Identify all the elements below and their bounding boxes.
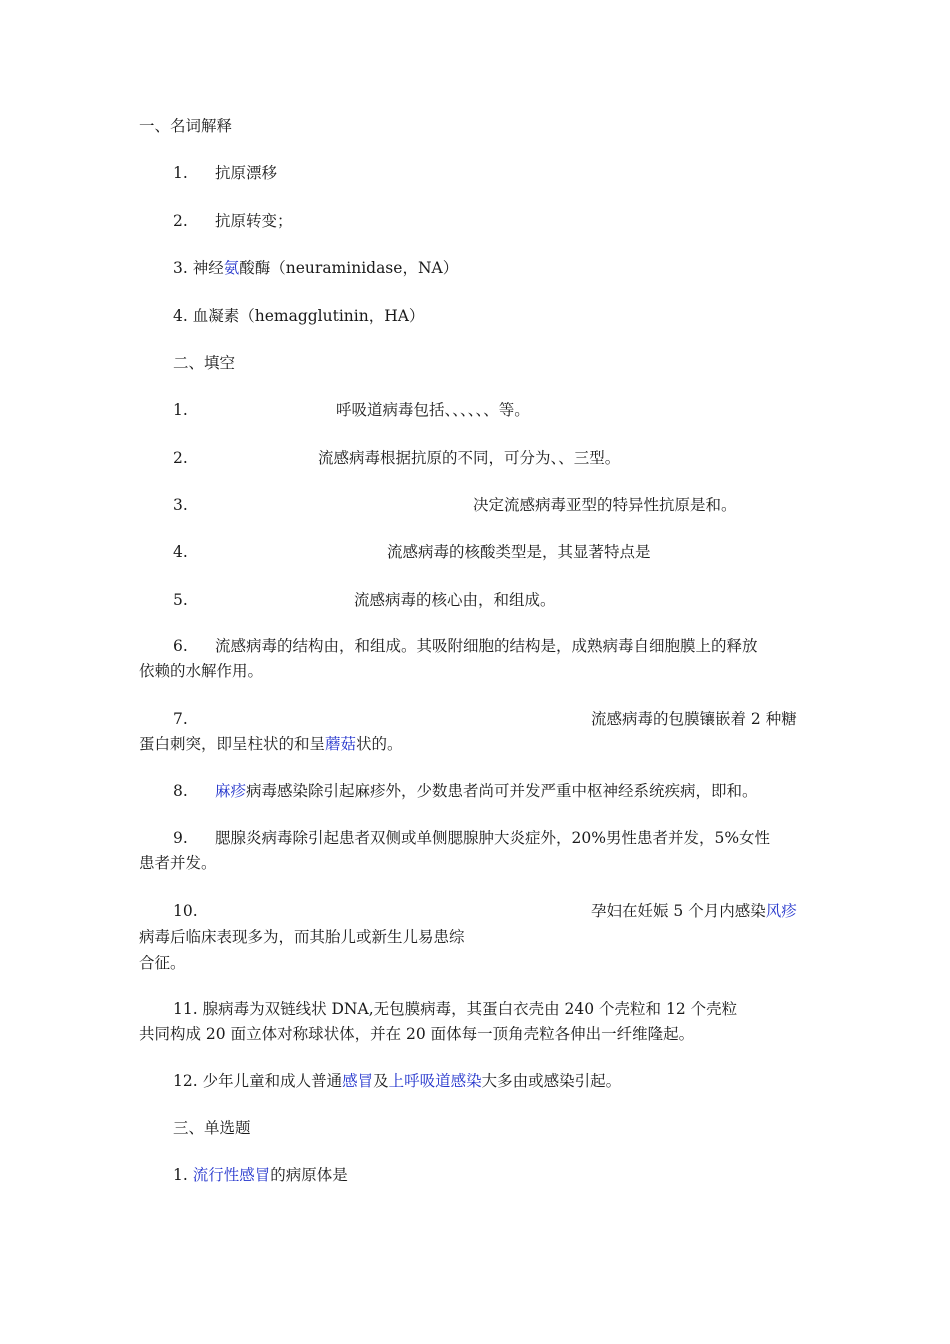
fill-5-text: 流感病毒的核心由，和组成。: [354, 591, 556, 609]
fill-9-line1: 腮腺炎病毒除引起患者双侧或单侧腮腺肿大炎症外，20%男性患者并发，5%女性: [215, 829, 771, 847]
term-2-number: 2.: [173, 212, 188, 230]
fill-8-text: 病毒感染除引起麻疹外，少数患者尚可并发严重中枢神经系统疾病，即和。: [246, 782, 758, 800]
term-1-text: 抗原漂移: [215, 164, 278, 182]
term-3-link[interactable]: 氨: [223, 259, 240, 277]
fill-4-text: 流感病毒的核酸类型是，其显著特点是: [387, 543, 651, 561]
term-3-number: 3.: [173, 259, 188, 277]
fill-11-line1: 11. 腺病毒为双链线状 DNA,无包膜病毒，其蛋白衣壳由 240 个壳粒和 12 个壳粒: [173, 1000, 738, 1018]
fill-2-number: 2.: [173, 449, 188, 467]
fill-7-line2-start: 蛋白刺突，即呈柱状的和呈: [139, 735, 326, 753]
term-4-number: 4.: [173, 307, 188, 325]
fill-6-line2: 依赖的水解作用。: [139, 662, 264, 680]
fill-7-line2-end: 状的。: [356, 735, 403, 753]
mc-1-link[interactable]: 流行性感冒: [192, 1166, 271, 1184]
term-4-text: 血凝素（hemagglutinin，HA）: [192, 307, 425, 325]
fill-10-line3: 合征。: [139, 954, 186, 972]
fill-7-line1: 流感病毒的包膜镶嵌着 2 种糖: [591, 710, 797, 728]
fill-5-number: 5.: [173, 591, 188, 609]
fill-6-number: 6.: [173, 637, 188, 655]
fill-6-line1: 流感病毒的结构由，和组成。其吸附细胞的结构是，成熟病毒自细胞膜上的释放: [215, 637, 758, 655]
fill-7-link[interactable]: 蘑菇: [325, 735, 357, 753]
mc-1-number: 1.: [173, 1166, 188, 1184]
fill-3-text: 决定流感病毒亚型的特异性抗原是和。: [473, 496, 737, 514]
fill-8-text-line: [215, 781, 758, 801]
term-1-number: 1.: [173, 164, 188, 182]
fill-8-link[interactable]: 麻疹: [215, 782, 247, 800]
fill-2-text: 流感病毒根据抗原的不同，可分为、、三型。: [318, 449, 621, 467]
fill-12-link-cold[interactable]: 感冒: [342, 1072, 374, 1090]
fill-12-post: 大多由或感染引起。: [481, 1072, 622, 1090]
fill-10-number: 10.: [173, 902, 198, 920]
term-3-pre: 神经: [192, 259, 224, 277]
fill-3-number: 3.: [173, 496, 188, 514]
mc-1-text: 的病原体是: [270, 1166, 348, 1184]
fill-4-number: 4.: [173, 543, 188, 561]
mc-1: [173, 1165, 348, 1185]
fill-7-line2: [139, 734, 403, 754]
section-heading-fill-in: 二、填空: [173, 354, 236, 372]
fill-12-link-uri[interactable]: 上呼吸道感染: [388, 1072, 482, 1090]
term-4: [173, 306, 424, 326]
fill-9-line2: 患者并发。: [139, 854, 217, 872]
fill-12-mid: 及: [373, 1072, 389, 1090]
section-heading-definitions: 一、名词解释: [139, 117, 233, 135]
fill-7-number: 7.: [173, 710, 188, 728]
term-3: [173, 258, 458, 278]
fill-8-number: 8.: [173, 782, 188, 800]
fill-12: [173, 1071, 621, 1091]
fill-1-number: 1.: [173, 401, 188, 419]
section-heading-single-choice: 三、单选题: [173, 1119, 251, 1137]
fill-10-line1-text: 孕妇在妊娠 5 个月内感染: [591, 902, 766, 920]
fill-9-number: 9.: [173, 829, 188, 847]
term-2-text: 抗原转变；: [215, 212, 293, 230]
fill-12-pre: 12. 少年儿童和成人普通: [173, 1072, 343, 1090]
fill-10-line1: [591, 901, 797, 921]
term-3-post: 酸酶（neuraminidase，NA）: [239, 259, 459, 277]
fill-1-text: 呼吸道病毒包括、、、、、、等。: [336, 401, 530, 419]
fill-10-line2: 病毒后临床表现多为，而其胎儿或新生儿易患综: [139, 928, 465, 946]
fill-11-line2: 共同构成 20 面立体对称球状体，并在 20 面体每一顶角壳粒各伸出一纤维隆起。: [139, 1025, 695, 1043]
fill-10-link[interactable]: 风疹: [765, 902, 797, 920]
